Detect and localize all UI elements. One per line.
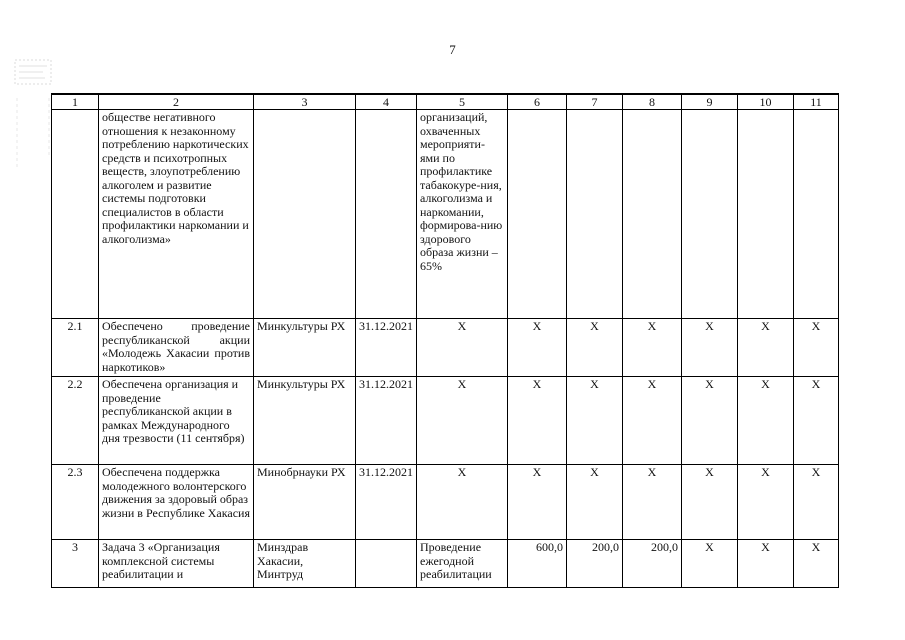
value-cell: Х: [623, 465, 682, 540]
indicator: Х: [417, 377, 508, 465]
row-number: 2.2: [52, 377, 99, 465]
executor: Минкультуры РХ: [254, 377, 356, 465]
value-cell: [567, 110, 623, 319]
measure-text: Обеспечена поддержка молодежного волонтерского движения за здоровый образ жизни в Республике Хакасия: [99, 465, 254, 540]
deadline: [356, 110, 417, 319]
measure-text: Обеспечена организация и проведение республиканской акции в рамках Международного дня трезвости (11 сентября): [99, 377, 254, 465]
value-cell: Х: [508, 377, 567, 465]
row-number: [52, 110, 99, 319]
deadline: 31.12.2021: [356, 465, 417, 540]
value-cell: [794, 110, 839, 319]
column-header: 9: [682, 94, 738, 110]
column-header: 4: [356, 94, 417, 110]
value-cell: Х: [567, 319, 623, 377]
value-cell: Х: [508, 465, 567, 540]
value-cell: [682, 110, 738, 319]
measure-text: Обеспечено проведение республиканской акции «Молодежь Хакасии против наркотиков»: [99, 319, 254, 377]
value-cell: Х: [682, 319, 738, 377]
column-header: 3: [254, 94, 356, 110]
value-cell: Х: [682, 465, 738, 540]
column-header: 7: [567, 94, 623, 110]
table-row: [52, 540, 839, 588]
row-number: 3: [52, 540, 99, 588]
value-cell: Х: [738, 319, 794, 377]
executor: [254, 110, 356, 319]
executor: Минздрав Хакасии, Минтруд: [254, 540, 356, 588]
column-header: 8: [623, 94, 682, 110]
measure-text: обществе негативного отношения к незаконному потреблению наркотических средств и психотропных веществ, злоупотреблению алкоголем и развитие системы подготовки специалистов в области профилактики наркомании и алкоголизма»: [99, 110, 254, 319]
indicator: Х: [417, 319, 508, 377]
value-cell: Х: [623, 319, 682, 377]
value-cell: [508, 110, 567, 319]
table-row: [52, 377, 839, 465]
column-header: 11: [794, 94, 839, 110]
margin-stamp-mark: [13, 58, 53, 178]
value-cell: 200,0: [567, 540, 623, 588]
column-header: 2: [99, 94, 254, 110]
column-header: 5: [417, 94, 508, 110]
plan-table: [51, 93, 839, 588]
value-cell: Х: [623, 377, 682, 465]
value-cell: [738, 110, 794, 319]
value-cell: Х: [738, 377, 794, 465]
column-number-row: [52, 94, 839, 110]
indicator: Х: [417, 465, 508, 540]
table-row: [52, 110, 839, 319]
value-cell: 200,0: [623, 540, 682, 588]
measure-text: Задача 3 «Организация комплексной системы реабилитации и: [99, 540, 254, 588]
value-cell: Х: [794, 377, 839, 465]
value-cell: Х: [794, 465, 839, 540]
value-cell: Х: [682, 540, 738, 588]
page-number: 7: [449, 42, 456, 57]
value-cell: Х: [682, 377, 738, 465]
executor: Минобрнауки РХ: [254, 465, 356, 540]
column-header: 6: [508, 94, 567, 110]
value-cell: Х: [567, 377, 623, 465]
value-cell: 600,0: [508, 540, 567, 588]
value-cell: Х: [738, 465, 794, 540]
table-row: [52, 319, 839, 377]
value-cell: Х: [567, 465, 623, 540]
column-header: 10: [738, 94, 794, 110]
row-number: 2.3: [52, 465, 99, 540]
row-number: 2.1: [52, 319, 99, 377]
indicator: организаций, охваченных мероприяти-ями по профилактике табакокуре-ния, алкоголизма и наркомании, формирова-нию здорового образа жизни – 65%: [417, 110, 508, 319]
table-row: [52, 465, 839, 540]
deadline: 31.12.2021: [356, 377, 417, 465]
value-cell: Х: [794, 319, 839, 377]
value-cell: [623, 110, 682, 319]
value-cell: Х: [738, 540, 794, 588]
deadline: 31.12.2021: [356, 319, 417, 377]
deadline: [356, 540, 417, 588]
column-header: 1: [52, 94, 99, 110]
value-cell: Х: [794, 540, 839, 588]
indicator: Проведение ежегодной реабилитации: [417, 540, 508, 588]
executor: Минкультуры РХ: [254, 319, 356, 377]
value-cell: Х: [508, 319, 567, 377]
